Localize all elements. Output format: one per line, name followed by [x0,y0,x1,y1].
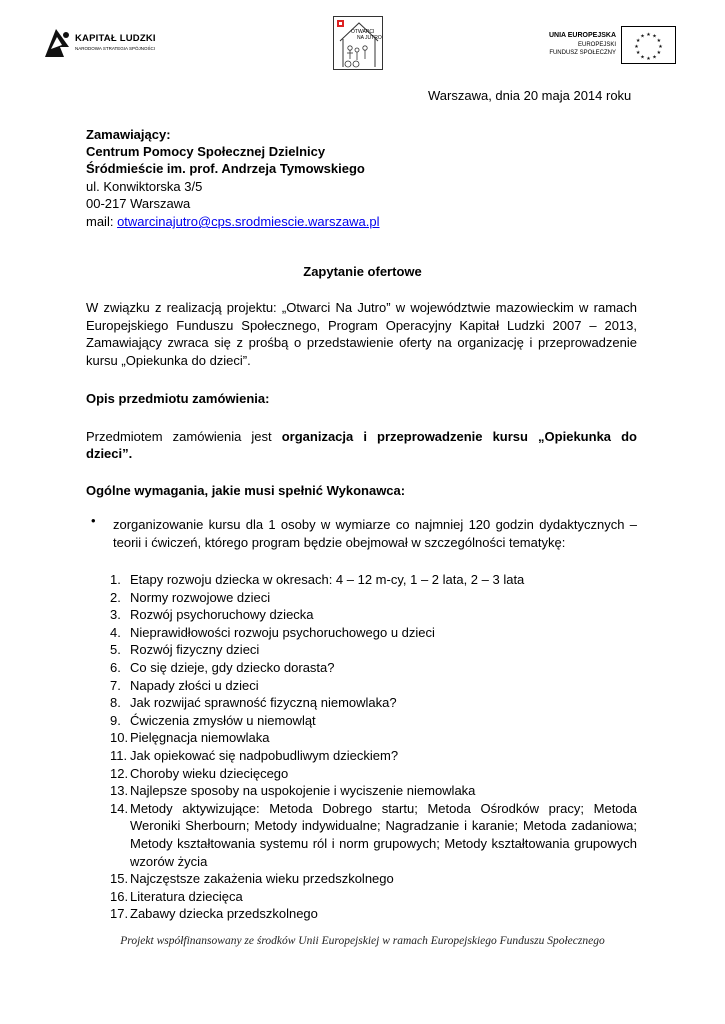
list-item [110,712,637,730]
list-item-text: Etapy rozwoju dziecka w okresach: 4 – 12 m-cy, 1 – 2 lata, 2 – 3 lata [130,572,525,587]
list-item-text: Jak opiekować się nadpobudliwym dzieckiem? [130,747,399,763]
list-item-number: 17. [110,906,129,922]
list-item-number: 15. [110,871,129,887]
list-item-number: 8. [110,695,121,711]
list-item-text: Literatura dziecięca [130,888,243,904]
section-heading-requirements: Ogólne wymagania, jakie musi spełnić Wykonawca: [86,483,406,498]
list-item-text: Rozwój psychoruchowy dziecka [130,607,314,623]
list-item [110,589,637,607]
list-item [110,641,637,659]
list-item-text: Normy rozwojowe dzieci [130,589,271,605]
footer-note: Projekt współfinansowany ze środków Unii Europejskiej w ramach Europejskiego Funduszu Społecznego [120,935,605,947]
intro-line-1: W związku z realizacją projektu: „Otwarci Na Jutro” w województwie mazowieckim w ramach [86,300,637,315]
list-item [110,782,637,800]
list-item [110,606,637,624]
contractor-name-line1: Centrum Pomocy Społecznej Dzielnicy [86,144,326,159]
list-item-text: Co się dzieje, gdy dziecko dorasta? [130,659,335,675]
list-item [110,729,637,747]
section1-bold-text: organizacja i przeprowadzenie kursu „Opiekunka do [281,429,637,444]
svg-text:★: ★ [646,32,651,38]
section1-plain-text: Przedmiotem zamówienia jest [86,429,282,444]
contractor-mail-line [86,213,380,230]
project-logo-line2: NA JUTRO [357,35,382,41]
svg-text:★: ★ [658,44,663,50]
list-item-number: 3. [110,607,121,623]
section1-line2: dzieci”. [86,446,133,461]
list-item-text: Jak rozwijać sprawność fizyczną niemowlaka? [130,695,397,711]
svg-text:★: ★ [656,50,662,56]
contractor-city: 00-217 Warszawa [86,196,191,211]
intro-line-4: kursu „Opiekunka do dzieci”. [86,353,251,368]
eu-logo-line1: UNIA EUROPEJSKA [548,32,616,39]
svg-text:★: ★ [656,38,662,44]
eu-logo [530,26,676,64]
list-item-number: 16. [110,888,129,904]
mail-link[interactable]: otwarcinajutro@cps.srodmiescie.warszawa.pl [117,214,380,229]
otwarci-na-jutro-logo [333,16,383,70]
house-family-icon [334,17,384,71]
list-item [110,747,637,765]
list-item-text: Choroby wieku dziecięcego [130,765,289,781]
list-item-number: 10. [110,730,129,746]
list-item-text: Najczęstsze zakażenia wieku przedszkolnego [130,871,394,887]
svg-text:★: ★ [640,54,645,61]
kl-logo-name: KAPITAŁ LUDZKI [75,33,156,44]
svg-text:★: ★ [635,50,641,56]
kl-logo-subtitle: NARODOWA STRATEGIA SPÓJNOŚCI [75,46,156,51]
list-item [110,888,637,906]
eu-logo-line2: EUROPEJSKI [577,42,616,48]
contractor-name-line2: Śródmieście im. prof. Andrzeja Tymowskiego [86,161,365,176]
list-item-text: Nieprawidłowości rozwoju psychoruchowego u dzieci [130,624,435,640]
date-line: Warszawa, dnia 20 maja 2014 roku [428,88,632,103]
list-item-number: 7. [110,677,121,693]
eu-flag-icon [621,26,676,64]
list-item [110,677,637,695]
topics-list [110,571,637,923]
list-item-number: 5. [110,642,121,658]
intro-line-3: Zamawiający zwraca się z prośbą o przedstawienie oferty na organizację i przeprowadzenie [86,335,637,350]
list-item-text: Pielęgnacja niemowlaka [130,730,270,746]
list-item-number: 9. [110,712,121,728]
svg-text:★: ★ [646,56,651,62]
bullet-line-2: teorii i ćwiczeń, którego program będzie obejmował w szczególności tematykę: [113,535,566,550]
list-item [110,659,637,677]
section-heading-description: Opis przedmiotu zamówienia: [86,391,270,406]
project-logo-line1: OTWARCI [351,29,375,35]
list-item-number: 14. [110,800,129,816]
section1-line1 [86,428,637,445]
list-item [110,870,637,888]
list-item-text: Zabawy dziecka przedszkolnego [130,906,318,922]
list-item-text: Napady złości u dzieci [130,677,259,693]
list-item-text: Rozwój fizyczny dzieci [130,642,260,658]
list-item [110,800,637,870]
eu-logo-line3: FUNDUSZ SPOŁECZNY [549,50,616,56]
contractor-street: ul. Konwiktorska 3/5 [86,179,203,194]
list-item-number: 12. [110,765,129,781]
list-item [110,624,637,642]
bullet-line-1: zorganizowanie kursu dla 1 osoby w wymiarze co najmniej 120 godzin dydaktycznych – [113,517,637,532]
list-item [110,905,637,923]
page-title: Zapytanie ofertowe [303,264,422,279]
list-item-text: Ćwiczenia zmysłów u niemowląt [130,712,316,728]
list-item [110,765,637,783]
bullet-marker: • [91,513,96,528]
svg-text:★: ★ [652,33,657,40]
kapital-ludzki-logo [42,27,162,63]
list-item-number: 1. [110,572,121,587]
contractor-heading: Zamawiający: [86,127,171,142]
mail-label: mail: [86,214,118,229]
list-item-number: 13. [110,783,129,799]
list-item [110,694,637,712]
list-item-number: 6. [110,659,121,675]
svg-text:★: ★ [652,54,657,61]
svg-text:★: ★ [634,44,639,50]
list-item-number: 4. [110,624,121,640]
list-item-number: 11. [110,747,128,763]
list-item [110,571,637,589]
list-item-text: Najlepsze sposoby na uspokojenie i wyciszenie niemowlaka [130,783,476,799]
svg-text:★: ★ [635,38,641,44]
list-item-number: 2. [110,589,121,605]
kapital-ludzki-flag-icon [42,27,72,59]
list-item-text: Metody aktywizujące: Metoda Dobrego startu; Metoda Ośrodków pracy; Metoda Weroniki Sherbourn; Metody indywidualne; Nagradzanie i karanie; Metoda zadaniowa; Metody kształtowania systemu ról i norm grupowych; Metody kształtowania grupowych wzorów życia [130,800,637,869]
svg-text:★: ★ [640,33,645,40]
intro-line-2: Europejskiego Funduszu Społecznego, Program Operacyjny Kapitał Ludzki 2007 – 2013, [86,318,637,333]
